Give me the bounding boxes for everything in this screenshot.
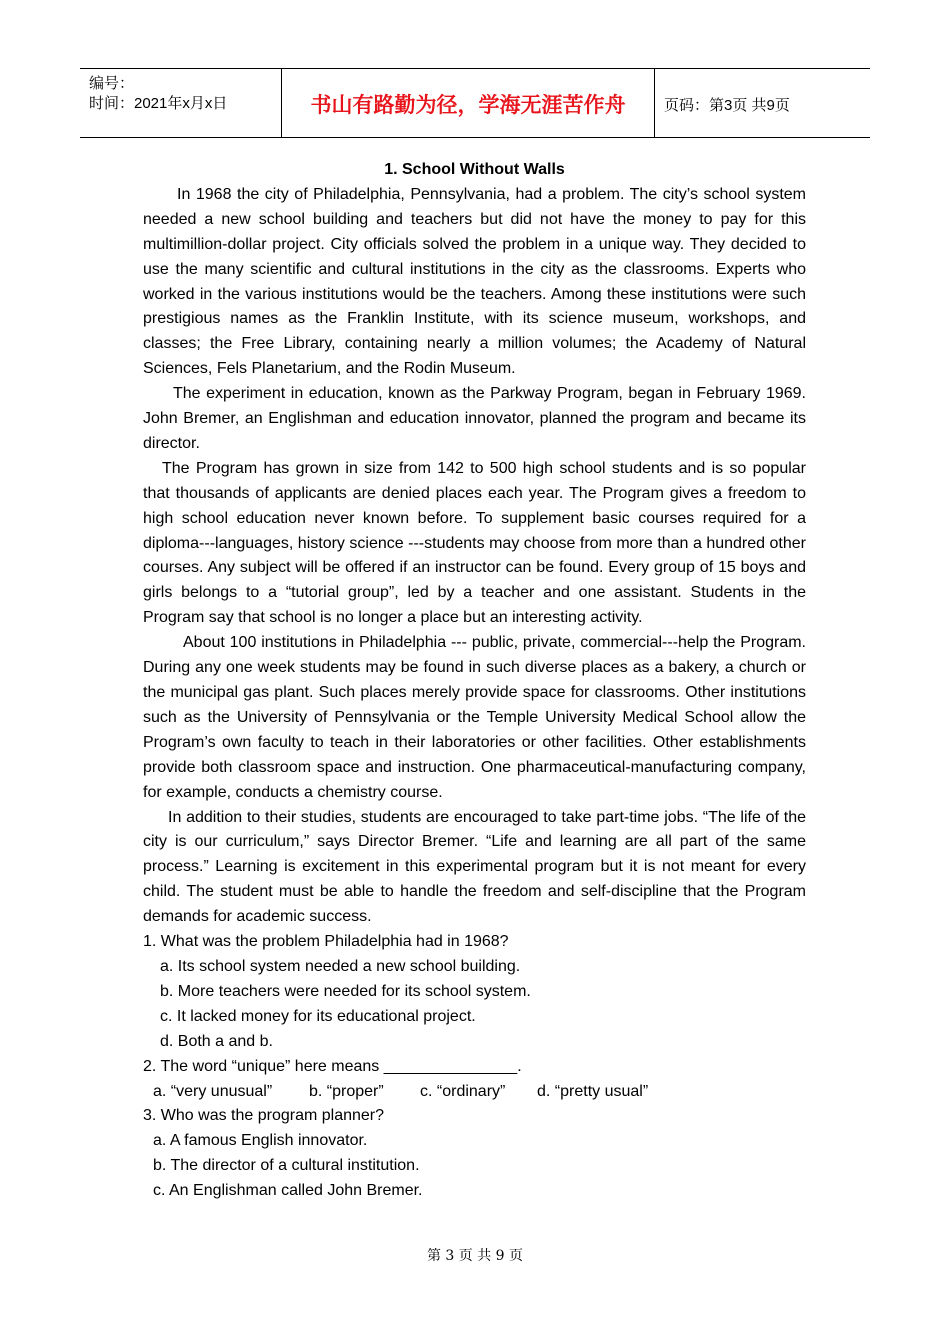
date-label: 时间：2021年x月x日 — [89, 95, 228, 112]
question-2-option-b: b. “proper” — [309, 1082, 384, 1100]
question-3-option-c: c. An Englishman called John Bremer. — [153, 1182, 423, 1200]
article-paragraph: In 1968 the city of Philadelphia, Pennsylvania, had a problem. The city’s school system needed a new school building and teachers but did not have the money to pay for this multimillion-dollar project. City officials solved the problem in a unique way. They decided to use the many scientific and cultural institutions in the city as the classrooms. Experts who worked in the various institutions would be the teachers. Among these institutions were such prestigious names as the Franklin Institute, with its science museum, workshops, and classes; the Free Library, containing nearly a million volumes; the Academy of Natural Sciences, Fels Planetarium, and the Rodin Museum. — [143, 185, 806, 378]
question-2-option-a: a. “very unusual” — [153, 1082, 273, 1100]
header-motto-cell — [281, 69, 655, 137]
question-3-option-b: b. The director of a cultural institution. — [153, 1157, 420, 1175]
question-2-options — [143, 1080, 806, 1105]
article-paragraph: About 100 institutions in Philadelphia --- public, private, commercial---help the Program. During any one week students may be found in such diverse places as a bakery, a church or the municipal gas plant. Such places merely provide space for classrooms. Other institutions such as the University of Pennsylvania or the Temple University Medical School allow the Program’s own faculty to teach in their laboratories or other facilities. Other establishments provide both classroom space and instruction. One pharmaceutical-manufacturing company, for example, conducts a chemistry course. — [143, 634, 806, 801]
question-3-option-a: a. A famous English innovator. — [153, 1132, 368, 1150]
article-paragraph: The Program has grown in size from 142 to 500 high school students and is so popular that thousands of applicants are denied places each year. The Program gives a freedom to high school education never known before. To supplement basic courses required for a diploma---languages, history science ---students may choose from more than a hundred other courses. Any subject will be offered if an instructor can be found. Every group of 15 boys and girls belongs to a “tutorial group”, led by a teacher and one assistant. Students in the Program say that school is no longer a place but an interesting activity. — [143, 459, 806, 627]
article-body — [143, 158, 806, 1204]
question-2: 2. The word “unique” here means _______________. — [143, 1057, 522, 1075]
question-2-option-c: c. “ordinary” — [420, 1082, 506, 1100]
header-info-cell — [80, 69, 281, 137]
document-number-label: 编号： — [89, 75, 135, 92]
article-paragraph: In addition to their studies, students are encouraged to take part-time jobs. “The life of the city is our curriculum,” says Director Bremer. “Life and learning are all part of the same process.” Learning is excitement in this experimental program but it is not meant for every child. The student must be able to handle the freedom and self-discipline that the Program demands for academic success. — [143, 808, 806, 926]
page-header — [80, 68, 870, 138]
question-1-option-b: b. More teachers were needed for its school system. — [160, 982, 531, 1000]
page-number-label: 页码：第3页 共9页 — [664, 97, 790, 114]
question-1-option-d: d. Both a and b. — [160, 1032, 273, 1050]
article-paragraph: The experiment in education, known as the Parkway Program, began in February 1969. John Bremer, an Englishman and education innovator, planned the program and became its director. — [143, 385, 806, 452]
question-3: 3. Who was the program planner? — [143, 1107, 385, 1125]
question-1-option-c: c. It lacked money for its educational project. — [160, 1007, 476, 1025]
question-1: 1. What was the problem Philadelphia had in 1968? — [143, 933, 509, 951]
question-1-option-a: a. Its school system needed a new school building. — [160, 957, 521, 975]
motto-text: 书山有路勤为径，学海无涯苦作舟 — [310, 93, 626, 117]
article-title: 1. School Without Walls — [384, 161, 565, 178]
question-2-option-d: d. “pretty usual” — [537, 1082, 649, 1100]
header-page-cell — [655, 69, 870, 137]
page-footer: 第 3 页 共 9 页 — [426, 1248, 524, 1264]
